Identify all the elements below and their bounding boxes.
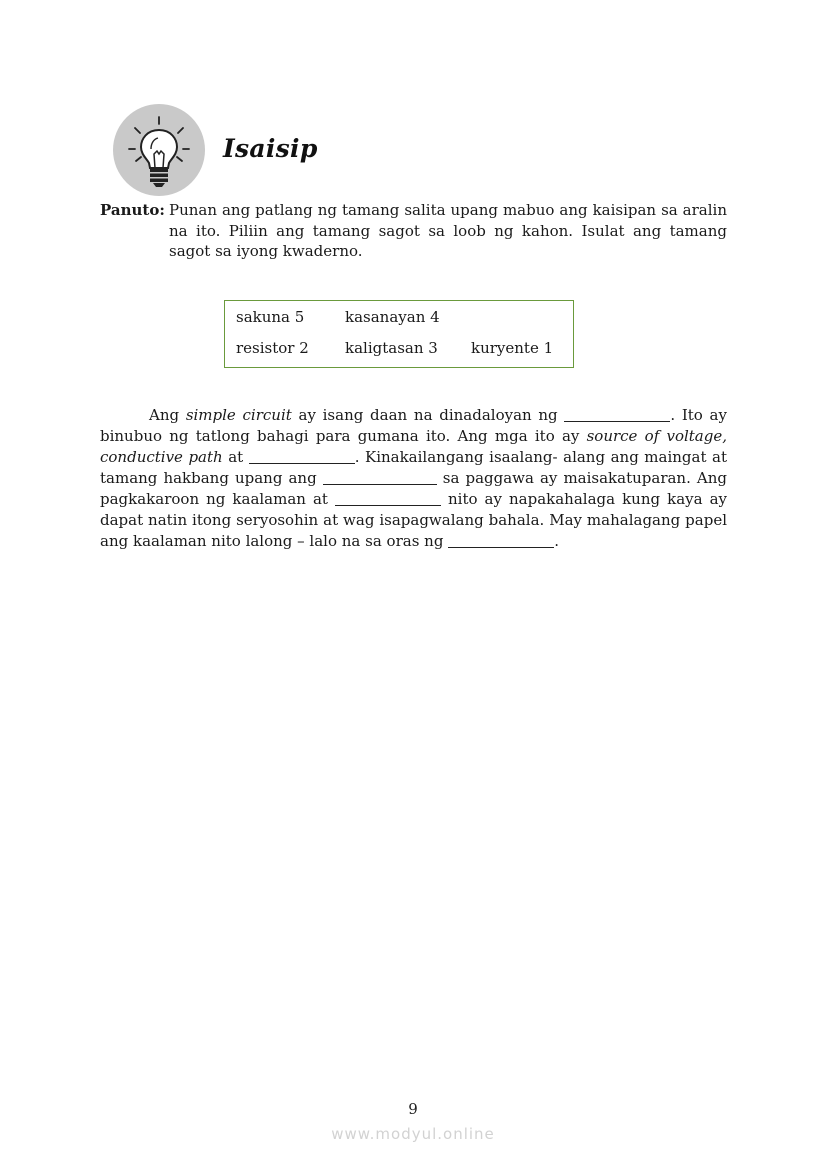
word-choice: sakuna 5	[236, 308, 305, 326]
passage-text: nito ay napakahalaga kung kaya ay dapat natin itong seryosohin at wag isapagwalang bahala. May mahalagang papel ang kaalaman nito lalong – lalo na sa oras ng	[100, 490, 728, 550]
word-choice: kaligtasan 3	[345, 339, 438, 357]
word-box	[224, 300, 574, 368]
passage-text: . Ito ay binubuo ng tatlong bahagi para gumana ito. Ang mga ito ay	[100, 406, 727, 445]
instructions-label: Panuto:	[100, 201, 165, 219]
passage-text: sa paggawa ay maisakatuparan. Ang pagkakaroon ng kaalaman at	[100, 469, 727, 508]
section-title: Isaisip	[223, 134, 318, 163]
instructions-text: Punan ang patlang ng tamang salita upang mabuo ang kaisipan sa aralin na ito. Piliin ang tamang sagot sa loob ng kahon. Isulat ang tamang sagot sa iyong kwaderno.	[169, 201, 727, 260]
instructions	[100, 200, 727, 262]
page-number: 9	[408, 1100, 418, 1118]
lightbulb-icon	[113, 104, 205, 196]
answer-blank	[249, 463, 355, 464]
passage-text: .	[554, 532, 559, 550]
word-choice: kuryente 1	[471, 339, 554, 357]
word-choice: resistor 2	[236, 339, 309, 357]
passage-text: ay isang daan na dinadaloyan ng	[291, 406, 565, 424]
passage-text: . Kinakailangang isaalang- alang ang maingat at tamang hakbang upang ang	[100, 448, 727, 487]
passage-text: at	[222, 448, 249, 466]
answer-blank	[564, 421, 670, 422]
answer-blank	[335, 505, 441, 506]
watermark: www.modyul.online	[331, 1125, 495, 1143]
passage-term: simple circuit	[185, 406, 292, 424]
answer-blank	[448, 547, 554, 548]
fill-in-passage	[100, 405, 727, 552]
word-choice: kasanayan 4	[345, 308, 440, 326]
passage-term: source of voltage, conductive path	[100, 427, 727, 466]
answer-blank	[323, 484, 437, 485]
passage-text: Ang	[149, 406, 186, 424]
